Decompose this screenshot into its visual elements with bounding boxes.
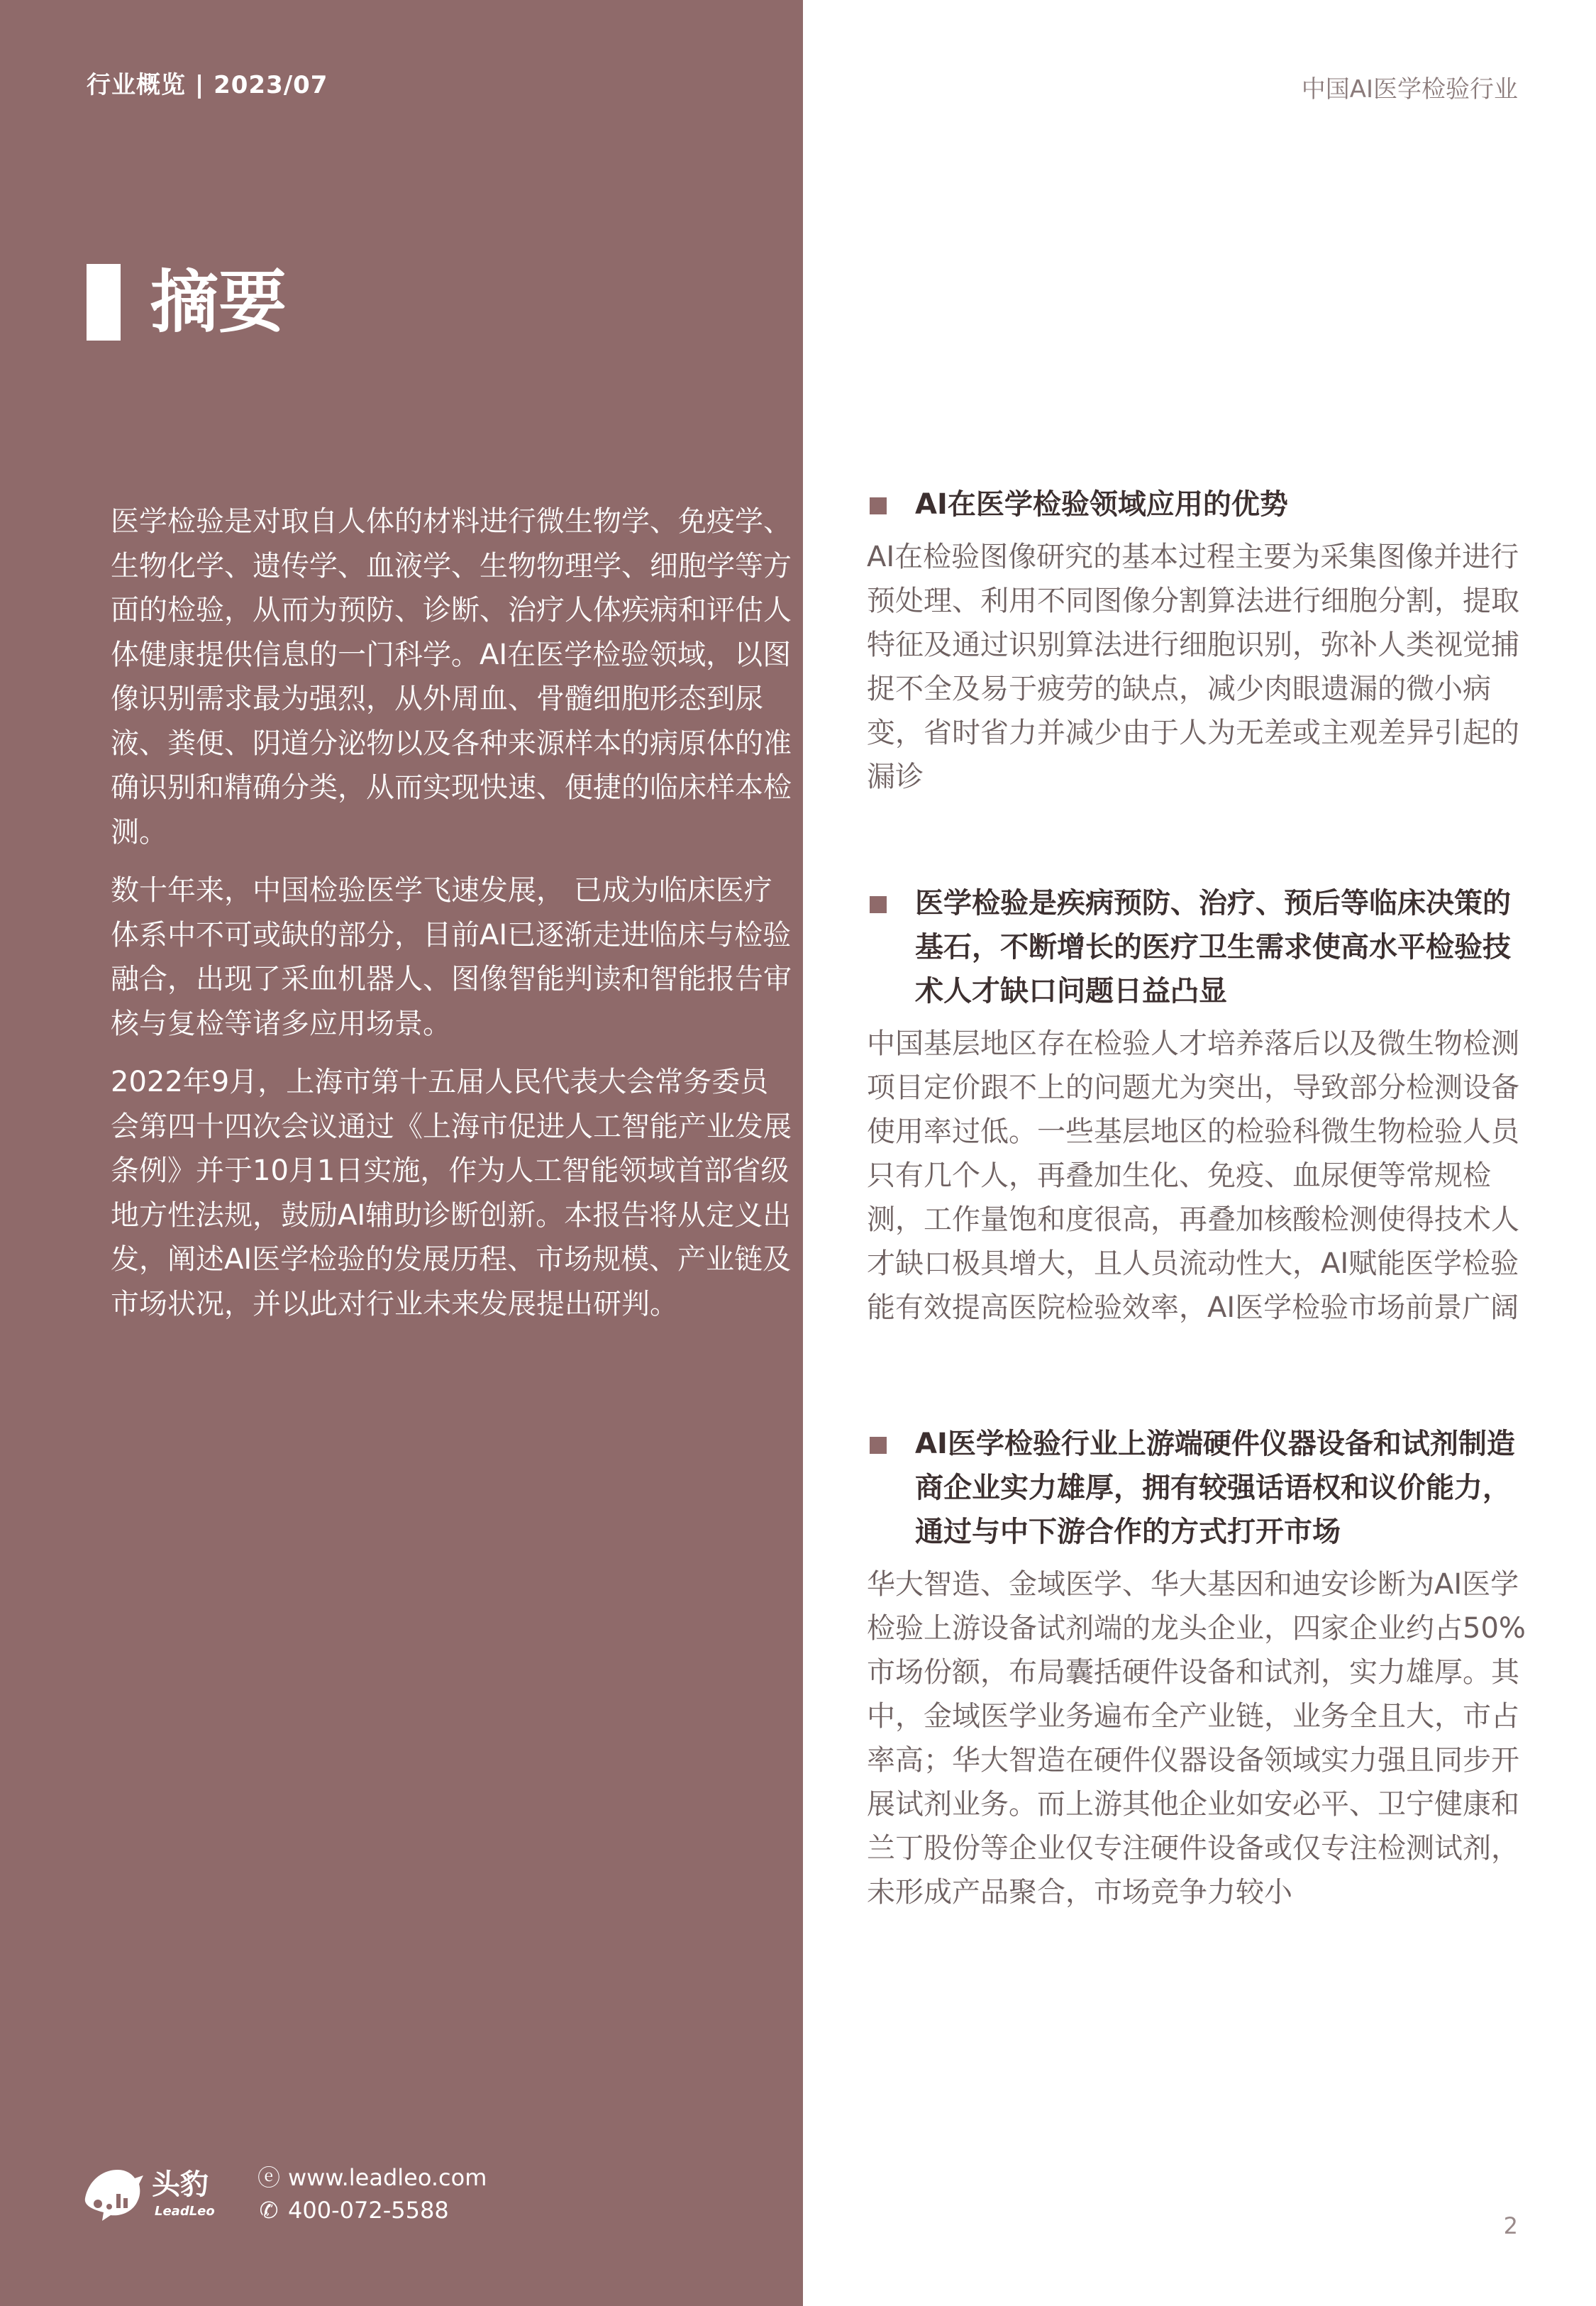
- finding-heading-2: [867, 881, 1526, 1013]
- title-marker-bar: [87, 264, 121, 341]
- finding-section-2: [867, 881, 1526, 1330]
- intro-paragraph-2: 数十年来，中国检验医学飞速发展， 已成为临床医疗体系中不可或缺的部分，目前AI已逐渐走进临床与检验融合，出现了采血机器人、图像智能判读和智能报告审核与复检等诸多应用场景。: [111, 874, 792, 1040]
- intro-paragraph-1: 医学检验是对取自人体的材料进行微生物学、免疫学、生物化学、遗传学、血液学、生物物理学、细胞学等方面的检验，从而为预防、诊断、治疗人体疾病和评估人体健康提供信息的一门科学。AI在医学检验领域，以图像识别需求最为强烈，从外周血、骨髓细胞形态到尿液、粪便、阴道分泌物以及各种来源样本的病原体的准确识别和精确分类，从而实现快速、便捷的临床样本检测。: [111, 505, 792, 849]
- page-number: 2: [1503, 2212, 1518, 2239]
- finding-heading-3: [867, 1422, 1526, 1554]
- finding-section-3: [867, 1422, 1526, 1914]
- header-category-date: 行业概览 | 2023/07: [87, 71, 328, 99]
- svg-text:LeadLeo: LeadLeo: [155, 2204, 215, 2219]
- phone-icon: ✆: [259, 2197, 279, 2224]
- page-title: 摘要: [150, 263, 287, 342]
- svg-text:头豹: 头豹: [152, 2168, 209, 2201]
- square-bullet-icon: [870, 896, 887, 913]
- finding-heading-text: AI医学检验行业上游端硬件仪器设备和试剂制造商企业实力雄厚，拥有较强话语权和议价能力，通过与中下游合作的方式打开市场: [915, 1428, 1515, 1548]
- summary-intro: [111, 500, 792, 1340]
- website-link[interactable]: www.leadleo.com: [288, 2164, 487, 2191]
- square-bullet-icon: [870, 1437, 887, 1454]
- square-bullet-icon: [870, 497, 887, 514]
- ie-icon: ⓔ: [257, 2164, 280, 2191]
- footer-contact: [257, 2161, 487, 2227]
- phone-row: [257, 2194, 487, 2227]
- finding-body-1: AI在检验图像研究的基本过程主要为采集图像并进行预处理、利用不同图像分割算法进行细胞分割，提取特征及通过识别算法进行细胞识别，弥补人类视觉捕捉不全及易于疲劳的缺点，减少肉眼遗漏的微小病变，省时省力并减少由于人为无差或主观差异引起的漏诊: [867, 541, 1519, 793]
- finding-heading-1: [867, 482, 1526, 526]
- header-report-title: 中国AI医学检验行业: [1301, 75, 1518, 104]
- finding-heading-text: AI在医学检验领域应用的优势: [915, 488, 1288, 521]
- finding-heading-text: 医学检验是疾病预防、治疗、预后等临床决策的基石，不断增长的医疗卫生需求使高水平检验技术人才缺口问题日益凸显: [915, 887, 1511, 1008]
- finding-body-2: 中国基层地区存在检验人才培养落后以及微生物检测项目定价跟不上的问题尤为突出，导致部分检测设备使用率过低。一些基层地区的检验科微生物检验人员只有几个人，再叠加生化、免疫、血尿便等常规检测，工作量饱和度很高，再叠加核酸检测使得技术人才缺口极具增大，且人员流动性大，AI赋能医学检验能有效提高医院检验效率，AI医学检验市场前景广阔: [867, 1027, 1519, 1324]
- leadleo-logo: [81, 2154, 237, 2225]
- website-row: [257, 2161, 487, 2194]
- key-findings: [867, 482, 1526, 1914]
- intro-paragraph-3: 2022年9月，上海市第十五届人民代表大会常务委员会第四十四次会议通过《上海市促进人工智能产业发展条例》并于10月1日实施，作为人工智能领域首部省级地方性法规，鼓励AI辅助诊断创新。本报告将从定义出发，阐述AI医学检验的发展历程、市场规模、产业链及市场状况，并以此对行业未来发展提出研判。: [111, 1066, 792, 1320]
- finding-body-3: 华大智造、金域医学、华大基因和迪安诊断为AI医学检验上游设备试剂端的龙头企业，四家企业约占50%市场份额，布局囊括硬件设备和试剂，实力雄厚。其中，金域医学业务遍布全产业链，业务全且大，市占率高；华大智造在硬件仪器设备领域实力强且同步开展试剂业务。而上游其他企业如安必平、卫宁健康和兰丁股份等企业仅专注硬件设备或仅专注检测试剂，未形成产品聚合，市场竞争力较小: [867, 1568, 1526, 1909]
- phone-number: 400-072-5588: [288, 2197, 449, 2224]
- page-title-block: [87, 264, 287, 341]
- finding-section-1: [867, 482, 1526, 799]
